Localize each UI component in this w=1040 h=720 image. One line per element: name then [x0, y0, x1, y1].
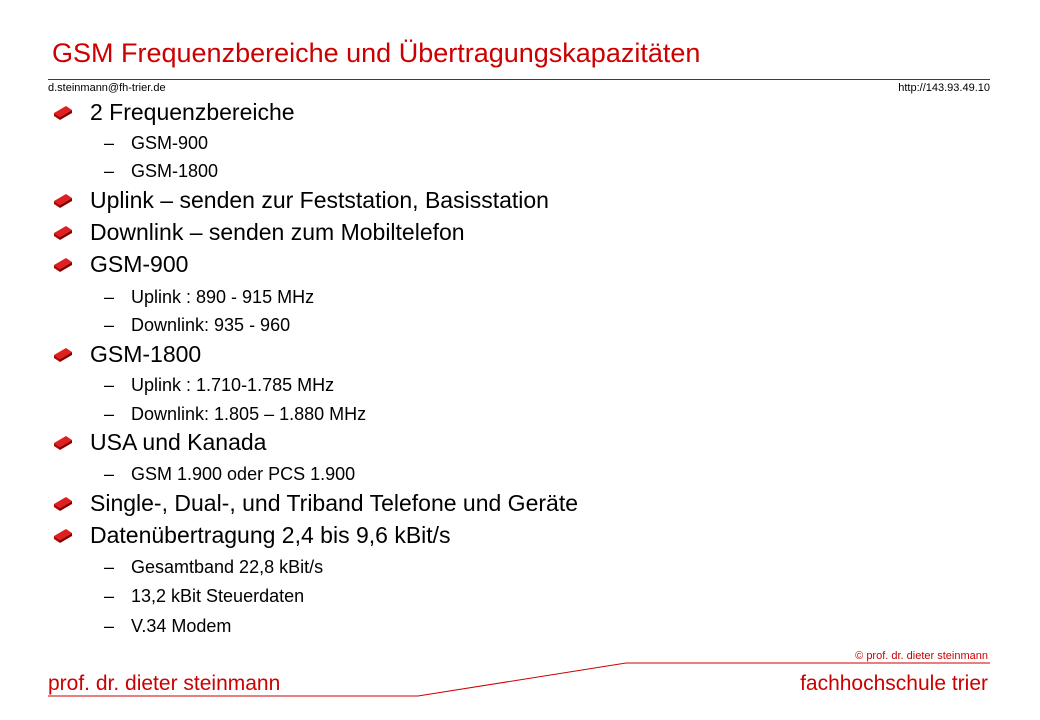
dash-marker: – — [104, 586, 115, 606]
copyright-notice: © prof. dr. dieter steinmann — [855, 650, 988, 662]
footer-institution: fachhochschule trier — [800, 672, 988, 695]
dash-marker: – — [104, 616, 115, 636]
dash-marker: – — [104, 464, 115, 484]
list-item: Single-, Dual-, und Triband Telefone und Geräte — [90, 490, 578, 516]
dash-marker: – — [104, 287, 115, 307]
dash-marker: – — [104, 133, 115, 153]
list-item: Uplink – senden zur Feststation, Basisstation — [90, 187, 549, 213]
dash-marker: – — [104, 315, 115, 335]
slide-title: GSM Frequenzbereiche und Übertragungskapazitäten — [52, 38, 701, 68]
subitem-text: Downlink: 1.805 – 1.880 MHz — [131, 404, 367, 424]
subitem-text: GSM 1.900 oder PCS 1.900 — [131, 464, 356, 484]
dash-marker: – — [104, 161, 115, 181]
subitem-text: Uplink : 890 - 915 MHz — [131, 287, 315, 307]
list-item: GSM-1800 — [90, 341, 202, 367]
dash-marker: – — [104, 557, 115, 577]
dash-marker: – — [104, 404, 115, 424]
list-item: GSM-900 — [90, 251, 189, 277]
subitem-text: Downlink: 935 - 960 — [131, 315, 291, 335]
subitem-text: Gesamtband 22,8 kBit/s — [131, 557, 324, 577]
author-url: http://143.93.49.10 — [898, 82, 990, 94]
subitem-text: V.34 Modem — [131, 616, 232, 636]
subitem-text: GSM-1800 — [131, 161, 219, 181]
list-item: USA und Kanada — [90, 429, 267, 455]
list-item: Downlink – senden zum Mobiltelefon — [90, 219, 465, 245]
subitem-text: Uplink : 1.710-1.785 MHz — [131, 375, 335, 395]
list-item: 2 Frequenzbereiche — [90, 99, 295, 125]
author-email: d.steinmann@fh-trier.de — [48, 82, 166, 94]
list-item: Datenübertragung 2,4 bis 9,6 kBit/s — [90, 522, 451, 548]
dash-marker: – — [104, 375, 115, 395]
subitem-text: GSM-900 — [131, 133, 209, 153]
footer-author: prof. dr. dieter steinmann — [48, 672, 281, 695]
subitem-text: 13,2 kBit Steuerdaten — [131, 586, 305, 606]
